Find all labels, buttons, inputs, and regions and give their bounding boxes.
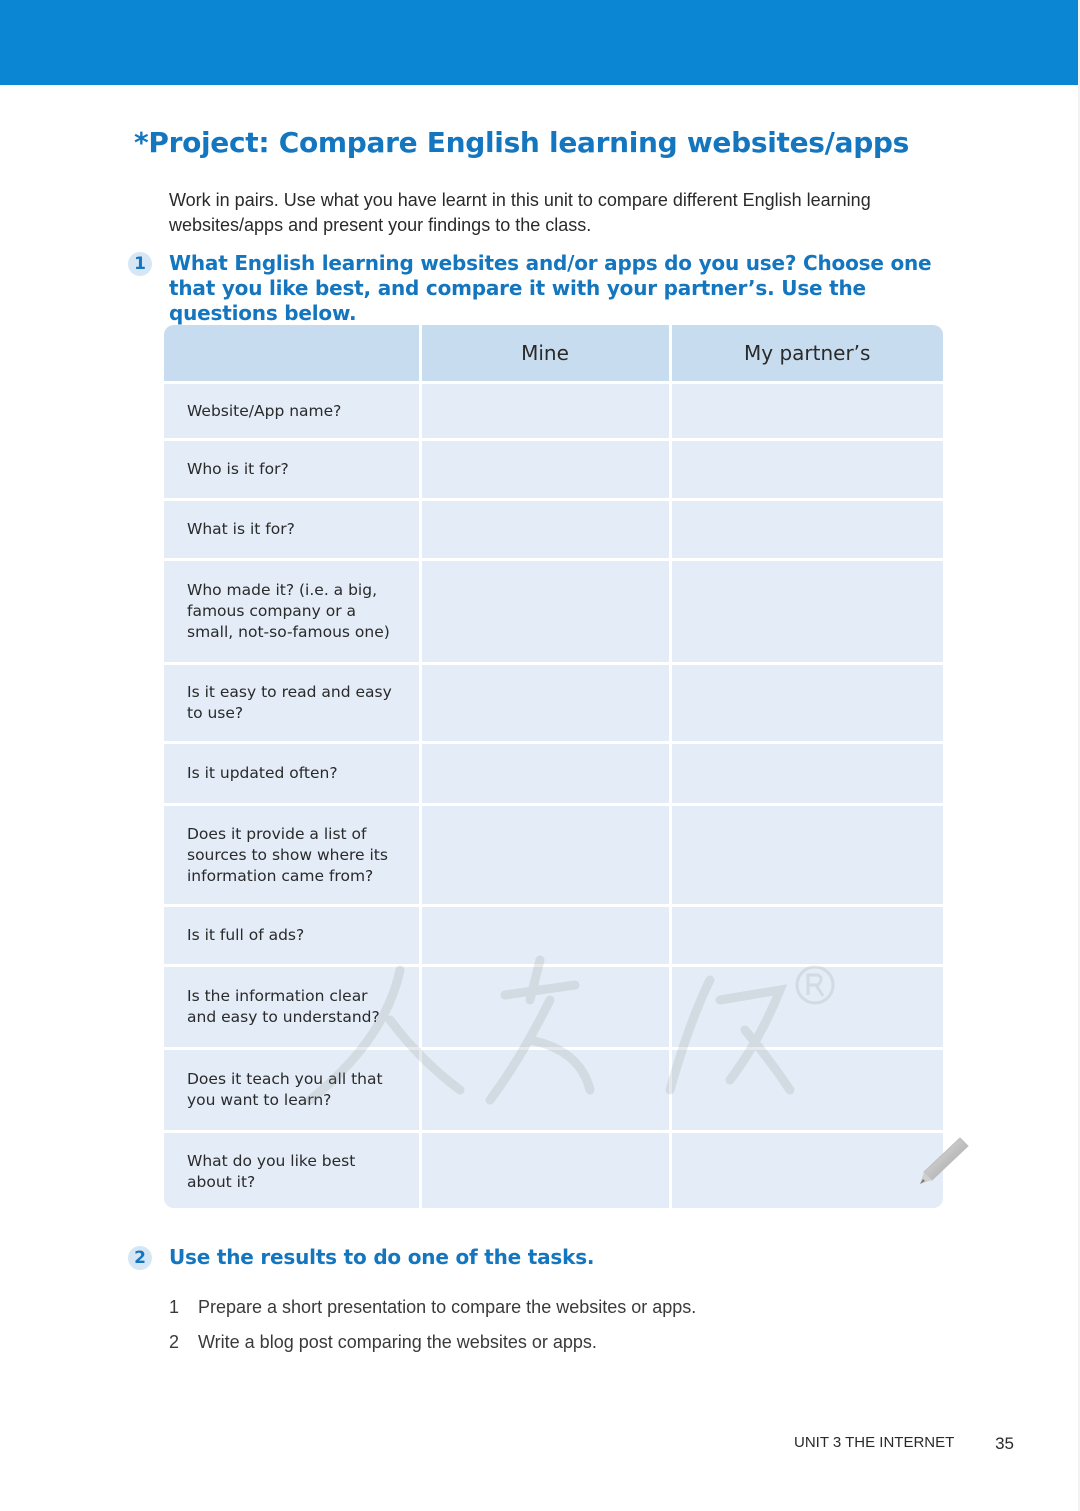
page-title: *Project: Compare English learning websites/apps: [134, 126, 910, 159]
task-number: 2: [169, 1332, 180, 1352]
partner-answer-cell[interactable]: [670, 805, 943, 906]
question-cell: Is it updated often?: [164, 743, 420, 805]
list-item: [169, 1290, 869, 1325]
partner-answer-cell[interactable]: [670, 743, 943, 805]
question-cell: Who is it for?: [164, 440, 420, 500]
question-cell: What is it for?: [164, 500, 420, 560]
top-color-band: [0, 0, 1078, 85]
header-partner: My partner’s: [670, 325, 943, 383]
table-row: [164, 383, 943, 440]
question-cell: Is it full of ads?: [164, 906, 420, 966]
question-cell: Is it easy to read and easy to use?: [164, 664, 420, 743]
mine-answer-cell[interactable]: [420, 1049, 670, 1132]
mine-answer-cell[interactable]: [420, 966, 670, 1049]
table-header-row: [164, 325, 943, 383]
table-row: [164, 664, 943, 743]
pencil-icon: [916, 1136, 970, 1186]
mine-answer-cell[interactable]: [420, 805, 670, 906]
section-2-heading: [128, 1245, 594, 1270]
partner-answer-cell[interactable]: [670, 383, 943, 440]
header-question: [164, 325, 420, 383]
table-row: [164, 560, 943, 664]
question-cell: Website/App name?: [164, 383, 420, 440]
question-cell: Is the information clear and easy to understand?: [164, 966, 420, 1049]
partner-answer-cell[interactable]: [670, 500, 943, 560]
table-row: [164, 743, 943, 805]
table-row: [164, 500, 943, 560]
table-row: [164, 440, 943, 500]
partner-answer-cell[interactable]: [670, 1132, 943, 1209]
mine-answer-cell[interactable]: [420, 560, 670, 664]
section-number-badge: 1: [128, 252, 152, 276]
page-footer: [794, 1434, 1014, 1454]
mine-answer-cell[interactable]: [420, 743, 670, 805]
mine-answer-cell[interactable]: [420, 500, 670, 560]
partner-answer-cell[interactable]: [670, 1049, 943, 1132]
question-cell: Does it teach you all that you want to learn?: [164, 1049, 420, 1132]
mine-answer-cell[interactable]: [420, 906, 670, 966]
partner-answer-cell[interactable]: [670, 906, 943, 966]
question-cell: Who made it? (i.e. a big, famous company or a small, not-so-famous one): [164, 560, 420, 664]
mine-answer-cell[interactable]: [420, 664, 670, 743]
page-number: 35: [995, 1434, 1014, 1453]
list-item: [169, 1325, 869, 1360]
comparison-table: [164, 325, 943, 1208]
section-number-badge: 2: [128, 1246, 152, 1270]
task-list: [169, 1290, 869, 1360]
table-row: [164, 1049, 943, 1132]
section-1-heading: [128, 251, 948, 326]
task-number: 1: [169, 1297, 180, 1317]
partner-answer-cell[interactable]: [670, 966, 943, 1049]
task-text: Write a blog post comparing the websites or apps.: [198, 1332, 597, 1352]
table-row: [164, 805, 943, 906]
partner-answer-cell[interactable]: [670, 664, 943, 743]
unit-label: UNIT 3 THE INTERNET: [794, 1434, 955, 1451]
intro-text: Work in pairs. Use what you have learnt in this unit to compare different English learning websites/apps and present your findings to the class.: [169, 190, 871, 235]
section-1-title: What English learning websites and/or apps do you use? Choose one that you like best, and compare it with your partner’s. Use the questions below.: [169, 251, 932, 325]
mine-answer-cell[interactable]: [420, 1132, 670, 1209]
table-row: [164, 966, 943, 1049]
table-row: [164, 906, 943, 966]
question-cell: What do you like best about it?: [164, 1132, 420, 1209]
task-text: Prepare a short presentation to compare the websites or apps.: [198, 1297, 697, 1317]
section-2-title: Use the results to do one of the tasks.: [169, 1245, 595, 1269]
mine-answer-cell[interactable]: [420, 383, 670, 440]
partner-answer-cell[interactable]: [670, 560, 943, 664]
header-mine: Mine: [420, 325, 670, 383]
table-row: [164, 1132, 943, 1209]
partner-answer-cell[interactable]: [670, 440, 943, 500]
mine-answer-cell[interactable]: [420, 440, 670, 500]
question-cell: Does it provide a list of sources to show where its information came from?: [164, 805, 420, 906]
